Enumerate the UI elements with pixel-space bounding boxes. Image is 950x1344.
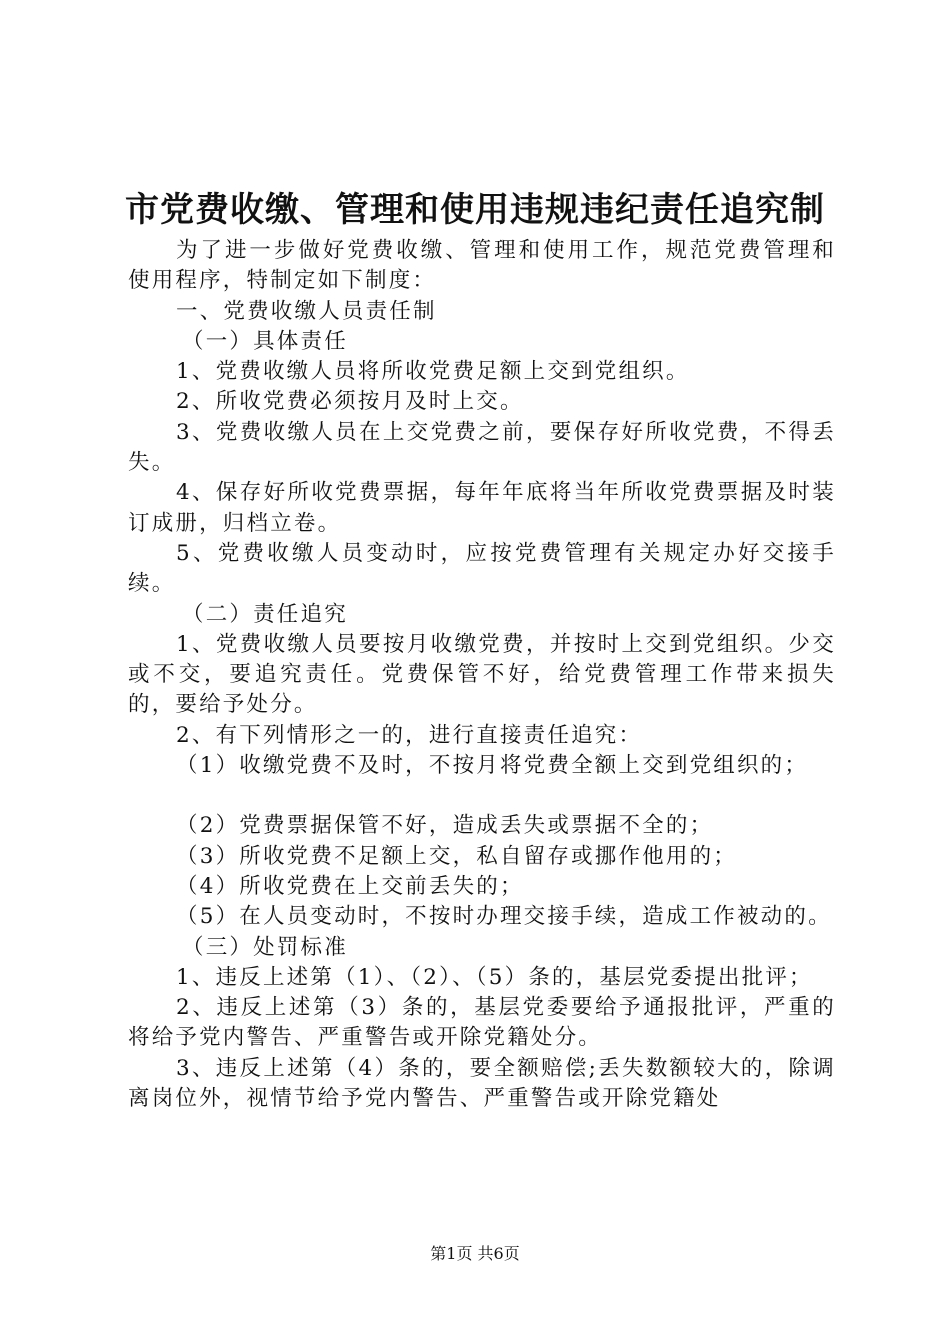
- paragraph: 3、党费收缴人员在上交党费之前，要保存好所收党费，不得丢失。: [128, 419, 836, 476]
- paragraph: 2、有下列情形之一的，进行直接责任追究：: [176, 722, 643, 748]
- list-item: （2）党费票据保管不好，造成丢失或票据不全的；: [176, 813, 714, 839]
- paragraph: 2、所收党费必须按月及时上交。: [176, 389, 524, 415]
- subsection-heading: （一）具体责任: [182, 328, 348, 354]
- blank-line: [128, 781, 836, 811]
- section-heading: 一、党费收缴人员责任制: [176, 298, 437, 324]
- paragraph: 2、违反上述第（3）条的，基层党委要给予通报批评，严重的将给予党内警告、严重警告或开除党籍处分。: [128, 995, 836, 1051]
- document-title: 市党费收缴、管理和使用违规违纪责任追究制: [125, 190, 825, 230]
- paragraph: 5、党费收缴人员变动时，应按党费管理有关规定办好交接手续。: [128, 540, 836, 597]
- paragraph: 4、保存好所收党费票据，每年年底将当年所收党费票据及时装订成册，归档立卷。: [128, 480, 836, 536]
- paragraph: 1、党费收缴人员要按月收缴党费，并按时上交到党组织。少交或不交，要追究责任。党费保管不好，给党费管理工作带来损失的，要给予处分。: [128, 631, 836, 718]
- document-body: [128, 236, 836, 1114]
- list-item: （5）在人员变动时，不按时办理交接手续，造成工作被动的。: [176, 904, 832, 930]
- subsection-heading: （二）责任追究: [182, 601, 348, 627]
- paragraph: 3、违反上述第（4）条的，要全额赔偿;丢失数额较大的，除调离岗位外，视情节给予党内警告、严重警告或开除党籍处: [128, 1055, 836, 1112]
- paragraph-intro: 为了进一步做好党费收缴、管理和使用工作，规范党费管理和使用程序，特制定如下制度：: [128, 238, 836, 294]
- list-item: （4）所收党费在上交前丢失的；: [176, 873, 524, 899]
- subsection-heading: （三）处罚标准: [182, 934, 348, 960]
- page-number: 第1页 共6页: [430, 1244, 520, 1263]
- list-item: （3）所收党费不足额上交，私自留存或挪作他用的；: [176, 843, 737, 869]
- paragraph: 1、违反上述第（1）、（2）、（5）条的，基层党委提出批评；: [176, 964, 813, 990]
- list-item: （1）收缴党费不及时，不按月将党费全额上交到党组织的；: [176, 753, 809, 779]
- paragraph: 1、党费收缴人员将所收党费足额上交到党组织。: [176, 359, 690, 385]
